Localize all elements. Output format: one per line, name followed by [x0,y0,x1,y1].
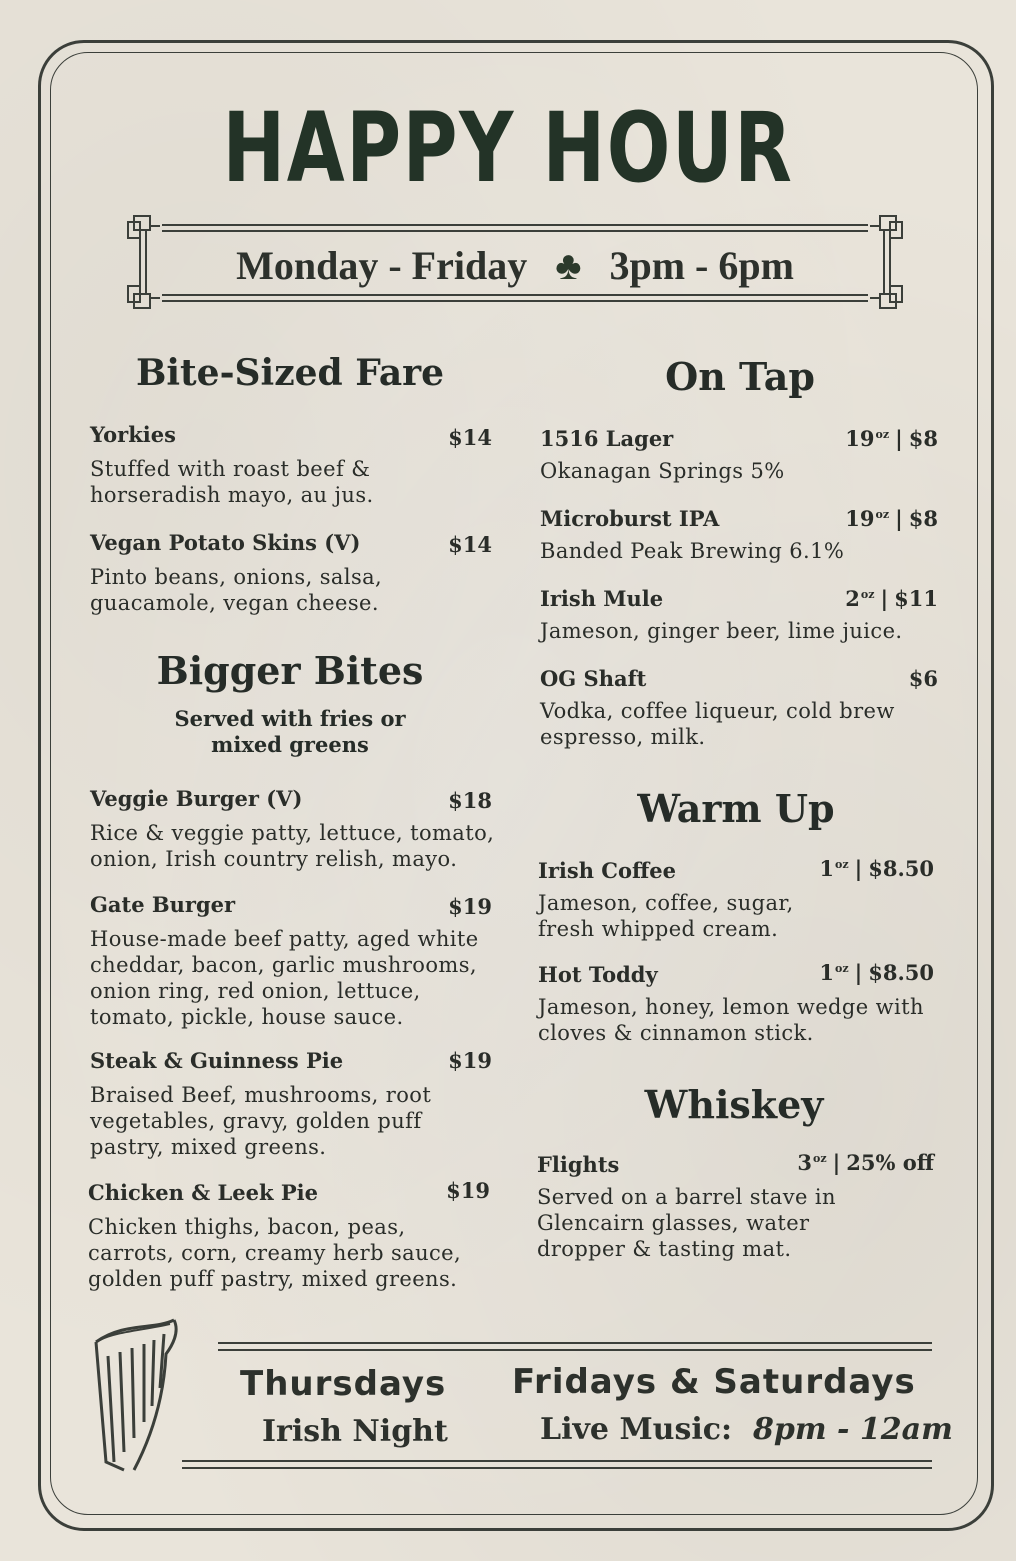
item-size-price-irish-mule: $2^{oz}$ | $11 [845,586,938,611]
item-name-yorkies: Yorkies [90,422,176,447]
section-heading-on-tap: On Tap [665,354,815,399]
item-desc-gate-burger: House-made beef patty, aged white cheddar, bacon, garlic mushrooms, onion ring, red onion, lettuce, tomato, pickle, house sauce. [90,927,479,1029]
footer-rule-bottom [182,1460,932,1469]
item-desc-chicken-leek-pie: Chicken thighs, bacon, peas, carrots, corn, creamy herb sauce, golden puff pastry, mixed greens. [88,1215,462,1291]
item-name-og-shaft: OG Shaft [540,666,647,691]
item-name-chicken-leek-pie: Chicken & Leek Pie [88,1180,318,1205]
item-desc-irish-mule: Jameson, ginger beer, lime juice. [540,619,903,643]
thursdays-title: Thursdays [240,1364,447,1404]
section-heading-warm-up: Warm Up [637,786,835,831]
item-price-og-shaft: $6 [908,666,938,691]
section-heading-bigger-bites: Bigger Bites [156,648,424,693]
item-size-price-microburst-ipa: $19^{oz}$ | $8 [845,506,938,531]
club-icon: ♣ [555,243,582,288]
item-price-steak-guinness-pie: $19 [448,1048,492,1073]
hours-label: 3pm - 6pm [609,243,794,288]
item-price-chicken-leek-pie: $19 [446,1178,490,1203]
bigger-bites-subheading: Served with fries or mixed greens [174,706,406,757]
item-name-vegan-potato-skins: Vegan Potato Skins (V) [90,530,361,555]
weekend-subtitle: Live Music: 8pm - 12am [540,1412,953,1447]
item-name-irish-mule: Irish Mule [540,586,664,611]
item-size-price-1516-lager: $19^{oz}$ | $8 [845,426,938,451]
footer-rule-top [218,1342,932,1351]
item-price-veggie-burger: $18 [448,788,492,813]
item-name-irish-coffee: Irish Coffee [538,858,676,883]
item-desc-steak-guinness-pie: Braised Beef, mushrooms, root vegetables, gravy, golden puff pastry, mixed greens. [90,1083,432,1159]
item-desc-yorkies: Stuffed with roast beef & horseradish mayo, au jus. [90,457,374,507]
item-name-veggie-burger: Veggie Burger (V) [90,786,303,811]
banner-rule-top [162,224,868,232]
item-desc-veggie-burger: Rice & veggie patty, lettuce, tomato, onion, Irish country relish, mayo. [90,821,495,871]
days-label: Monday - Friday [236,243,528,288]
item-desc-irish-coffee: Jameson, coffee, sugar, fresh whipped cream. [538,891,794,941]
section-heading-whiskey: Whiskey [644,1082,824,1127]
banner-text [120,242,910,289]
item-size-price-flights: $3^{oz}$ | 25% off [797,1150,934,1175]
item-name-hot-toddy: Hot Toddy [538,962,658,987]
thursdays-subtitle: Irish Night [262,1414,448,1449]
section-heading-bite-sized: Bite-Sized Fare [135,352,445,394]
page-title: HAPPY HOUR [222,92,794,204]
item-price-gate-burger: $19 [448,894,492,919]
item-name-steak-guinness-pie: Steak & Guinness Pie [90,1048,344,1073]
item-name-1516-lager: 1516 Lager [540,426,674,451]
harp-icon [84,1312,184,1476]
item-price-vegan-potato-skins: $14 [448,532,492,557]
item-desc-flights: Served on a barrel stave in Glencairn glasses, water dropper & tasting mat. [537,1185,836,1261]
item-desc-og-shaft: Vodka, coffee liqueur, cold brew espresso, milk. [540,699,895,749]
weekend-time: 8pm - 12am [753,1412,953,1447]
item-name-flights: Flights [537,1152,620,1177]
item-price-yorkies: $14 [448,425,492,450]
weekend-title: Fridays & Saturdays [512,1362,916,1402]
hours-banner [120,212,910,316]
item-desc-vegan-potato-skins: Pinto beans, onions, salsa, guacamole, vegan cheese. [90,565,383,615]
item-size-price-irish-coffee: $1^{oz}$ | $8.50 [819,856,934,881]
item-size-price-hot-toddy: $1^{oz}$ | $8.50 [819,960,934,985]
item-desc-microburst-ipa: Banded Peak Brewing 6.1% [540,539,845,563]
item-desc-1516-lager: Okanagan Springs 5% [540,459,785,483]
item-name-microburst-ipa: Microburst IPA [540,506,720,531]
item-name-gate-burger: Gate Burger [90,892,236,917]
item-desc-hot-toddy: Jameson, honey, lemon wedge with cloves & cinnamon stick. [538,995,924,1045]
banner-rule-bottom [162,294,868,302]
